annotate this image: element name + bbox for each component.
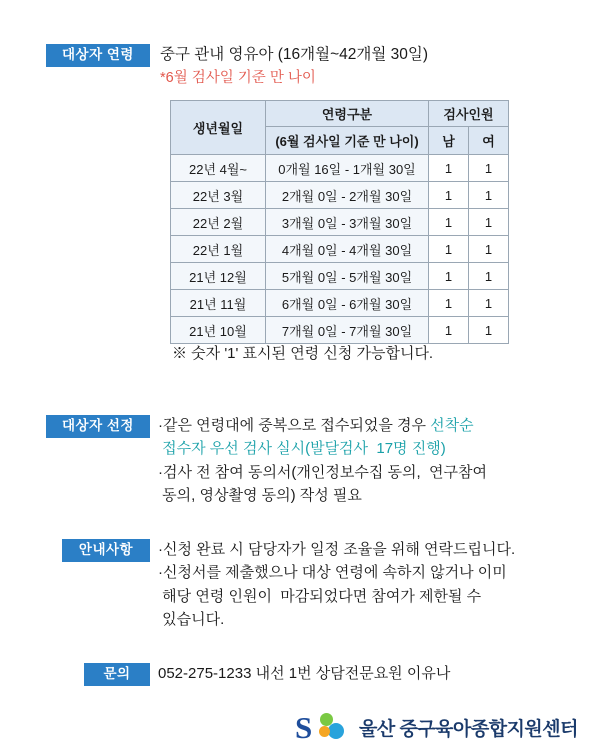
cell-birth: 21년 11월: [171, 290, 266, 317]
header-count: 검사인원: [429, 101, 509, 127]
cell-male: 1: [429, 209, 469, 236]
age-table-head: [171, 101, 509, 155]
age-table-wrapper: [170, 100, 509, 344]
table-row: [171, 263, 509, 290]
selection-line-2: 접수자 우선 검사 실시(발달검사 17명 진행): [158, 440, 446, 458]
cell-birth: 22년 3월: [171, 182, 266, 209]
cell-birth: 21년 10월: [171, 317, 266, 344]
cell-range: 3개월 0일 - 3개월 30일: [266, 209, 429, 236]
selection-line-1: ·같은 연령대에 중복으로 접수되었을 경우: [158, 417, 431, 434]
age-table-body: [171, 155, 509, 344]
cell-birth: 22년 4월~: [171, 155, 266, 182]
cell-female: 1: [469, 236, 509, 263]
cell-male: 1: [429, 290, 469, 317]
selection-paragraph: [158, 414, 578, 507]
cell-range: 5개월 0일 - 5개월 30일: [266, 263, 429, 290]
info-line-4: 있습니다.: [158, 610, 225, 628]
section-label-contact: [40, 663, 150, 686]
selection-highlight-1: 선착순: [430, 417, 474, 434]
table-header-row: [171, 101, 509, 127]
cell-range: 4개월 0일 - 4개월 30일: [266, 236, 429, 263]
table-row: [171, 182, 509, 209]
cell-range: 0개월 16일 - 1개월 30일: [266, 155, 429, 182]
section-label-selection-text: 대상자 선정: [46, 415, 150, 438]
header-male: 남: [429, 127, 469, 155]
info-line-2: ·신청서를 제출했으나 대상 연령에 속하지 않거나 이미: [158, 564, 507, 582]
cell-female: 1: [469, 182, 509, 209]
table-row: [171, 317, 509, 344]
info-paragraph: [158, 538, 578, 631]
cell-male: 1: [429, 317, 469, 344]
cell-birth: 21년 12월: [171, 263, 266, 290]
header-group-top: 연령구분: [266, 101, 429, 127]
header-female: 여: [469, 127, 509, 155]
section-label-age-text: 대상자 연령: [46, 44, 150, 67]
age-table-note: ※ 숫자 '1' 표시된 연령 신청 가능합니다.: [172, 345, 434, 362]
cell-female: 1: [469, 263, 509, 290]
cell-female: 1: [469, 290, 509, 317]
header-birth: 생년월일: [171, 101, 266, 155]
table-row: [171, 155, 509, 182]
cell-birth: 22년 1월: [171, 236, 266, 263]
age-subnote: *6월 검사일 기준 만 나이: [160, 70, 316, 86]
age-headline: 중구 관내 영유아 (16개월~42개월 30일): [160, 46, 428, 63]
selection-line-3: ·검사 전 참여 동의서(개인정보수집 동의, 연구참여: [158, 463, 487, 481]
cell-female: 1: [469, 317, 509, 344]
table-row: [171, 290, 509, 317]
section-label-selection: [40, 415, 150, 438]
footer: [0, 705, 600, 750]
header-group-sub: (6월 검사일 기준 만 나이): [266, 127, 429, 155]
contact-text: 052-275-1233 내선 1번 상담전문요원 이유나: [158, 665, 451, 682]
logo-dot-blue-icon: [328, 723, 344, 739]
cell-male: 1: [429, 182, 469, 209]
cell-range: 2개월 0일 - 2개월 30일: [266, 182, 429, 209]
logo-dot-orange-icon: [319, 726, 330, 737]
cell-male: 1: [429, 263, 469, 290]
cell-birth: 22년 2월: [171, 209, 266, 236]
section-label-info: [40, 539, 150, 562]
cell-range: 7개월 0일 - 7개월 30일: [266, 317, 429, 344]
table-row: [171, 236, 509, 263]
section-label-info-text: 안내사항: [62, 539, 150, 562]
logo-letter: S: [294, 710, 312, 745]
cell-female: 1: [469, 155, 509, 182]
table-row: [171, 209, 509, 236]
selection-line-4: 동의, 영상촬영 동의) 작성 필요: [158, 486, 362, 504]
logo-text: 울산 중구육아종합지원센터: [358, 718, 578, 740]
cell-male: 1: [429, 155, 469, 182]
info-line-1: ·신청 완료 시 담당자가 일정 조율을 위해 연락드립니다.: [158, 541, 516, 558]
age-table: [170, 100, 509, 344]
cell-range: 6개월 0일 - 6개월 30일: [266, 290, 429, 317]
section-label-contact-text: 문의: [84, 663, 150, 686]
cell-female: 1: [469, 209, 509, 236]
section-label-age: [40, 44, 150, 67]
cell-male: 1: [429, 236, 469, 263]
center-logo: [295, 709, 578, 745]
logo-icon: [295, 709, 351, 745]
info-line-3: 해당 연령 인원이 마감되었다면 참여가 제한될 수: [158, 587, 482, 605]
